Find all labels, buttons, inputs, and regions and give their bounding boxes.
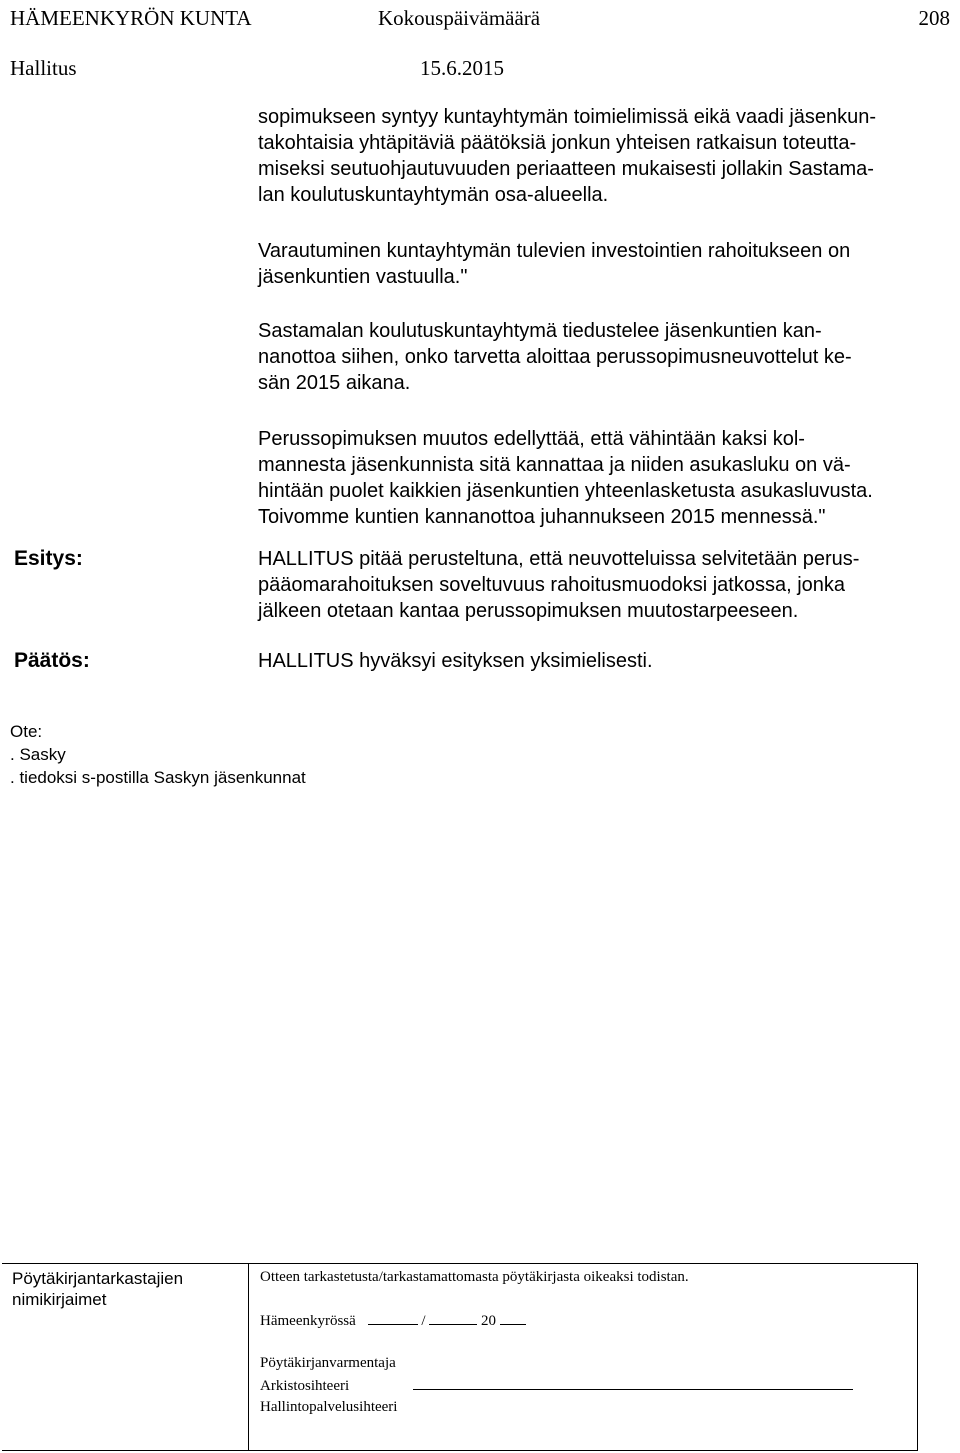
month-blank <box>429 1310 477 1325</box>
paragraph-1: sopimukseen syntyy kuntayhtymän toimielimissä eikä vaadi jäsenkun- takohtaisia yhtäpitäviä päätöksiä jonkun yhteisen ratkaisun toteutta- miseksi seutuohjautuvuuden periaatteen mukaisesti jollakin Sastama- lan koulutuskuntayhtymän osa-alueella. <box>258 106 877 206</box>
proposal-label: Esitys: <box>14 547 83 570</box>
paragraph-4: Perussopimuksen muutos edellyttää, että vähintään kaksi kol- mannesta jäsenkunnista sitä kannattaa ja niiden asukasluku on vä- hintään puolet kaikkien jäsenkuntien yhteenlasketusta asukasluvusta. Toivomme kuntien kannanottoa juhannukseen 2015 mennessä." <box>258 428 873 528</box>
year-prefix: 20 <box>480 1313 496 1329</box>
box-divider <box>248 1264 249 1450</box>
extract-item: . tiedoksi s-postilla Saskyn jäsenkunnat <box>10 768 306 787</box>
role-3: Hallintopalvelusihteeri <box>260 1399 398 1415</box>
proposal-text: HALLITUS pitää perusteltuna, että neuvotteluissa selvitetään perus- pääomarahoituksen soveltuvuus rahoitusmuodoksi jatkossa, jonka jälkeen otetaan kantaa perussopimuksen muutostarpeeseen. <box>258 548 860 622</box>
year-blank <box>500 1310 526 1325</box>
certification-statement: Otteen tarkastetusta/tarkastamattomasta pöytäkirjasta oikeaksi todistan. <box>260 1269 689 1285</box>
decision-text: HALLITUS hyväksyi esityksen yksimielisesti. <box>258 650 653 672</box>
paragraph-2: Varautuminen kuntayhtymän tulevien investointien rahoitukseen on jäsenkuntien vastuulla." <box>258 240 851 288</box>
place-name: Hämeenkyrössä <box>260 1313 356 1329</box>
role-2-line <box>260 1375 853 1396</box>
document-type: Kokouspäivämäärä <box>378 6 541 30</box>
place-date-line <box>260 1310 526 1331</box>
extract-label: Ote: <box>10 722 43 741</box>
reviewers-initials-label: Pöytäkirjantarkastajien nimikirjaimet <box>12 1269 184 1309</box>
signature-box <box>2 1263 918 1451</box>
page-number: 208 <box>918 6 950 30</box>
meeting-date: 15.6.2015 <box>420 56 504 80</box>
municipality-name: HÄMEENKYRÖN KUNTA <box>10 6 252 30</box>
meeting-body: Hallitus <box>10 56 77 80</box>
box-right-border <box>917 1264 918 1450</box>
decision-label: Päätös: <box>14 649 90 672</box>
signature-blank <box>413 1375 853 1390</box>
day-blank <box>368 1310 418 1325</box>
date-separator: / <box>421 1313 426 1329</box>
extract-item: . Sasky <box>10 745 66 764</box>
role-2: Arkistosihteeri <box>260 1378 350 1394</box>
paragraph-3: Sastamalan koulutuskuntayhtymä tiedustelee jäsenkuntien kan- nanottoa siihen, onko tarvetta aloittaa perussopimusneuvottelut ke- sän 2015 aikana. <box>258 320 852 394</box>
role-1: Pöytäkirjanvarmentaja <box>260 1355 396 1371</box>
body-text <box>258 104 948 560</box>
extract-list <box>10 720 306 789</box>
